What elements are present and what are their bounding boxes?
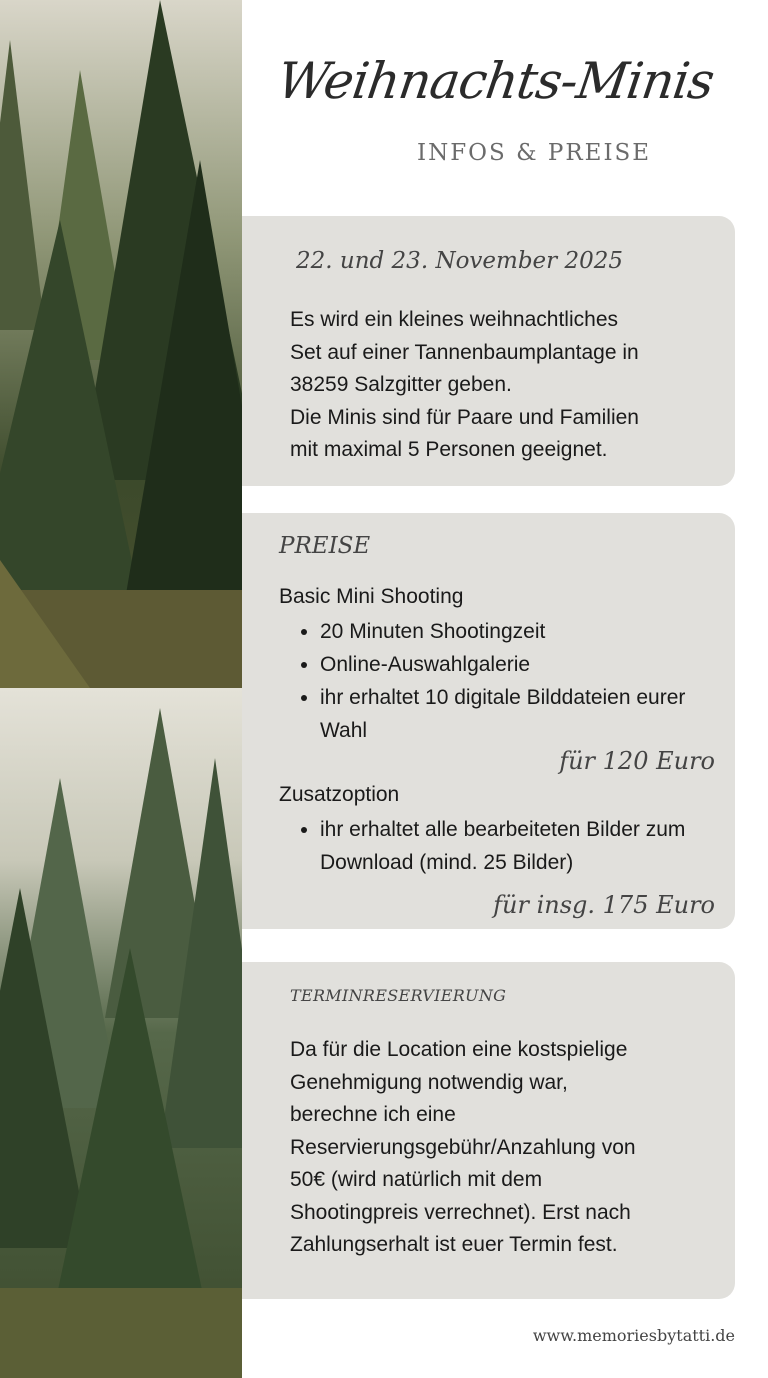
reservation-line: Da für die Location eine kostspielige xyxy=(290,1038,628,1061)
info-line: mit maximal 5 Personen geeignet. xyxy=(290,438,608,461)
reservation-heading: TERMINRESERVIERUNG xyxy=(290,986,507,1005)
forest-photo-bottom xyxy=(0,688,242,1378)
reservation-card xyxy=(242,962,735,1299)
website-link[interactable]: www.memoriesbytatti.de xyxy=(532,1326,735,1345)
page-title: Weihnachts-Minis xyxy=(273,52,718,110)
list-item: • ihr erhaltet alle bearbeiteten Bilder zum Download (mind. 25 Bilder) xyxy=(320,813,720,879)
extra-option-list xyxy=(299,813,720,879)
reservation-text xyxy=(290,1034,720,1262)
forest-photo-top xyxy=(0,0,242,688)
reservation-line: berechne ich eine xyxy=(290,1103,456,1126)
info-text xyxy=(290,304,720,467)
prices-card xyxy=(242,513,735,929)
reservation-line: Shootingpreis verrechnet). Erst nach xyxy=(290,1200,631,1224)
basic-package-price: für 120 Euro xyxy=(559,747,715,775)
basic-package-title: Basic Mini Shooting xyxy=(279,585,464,608)
page-subtitle: INFOS & PREISE xyxy=(417,140,652,166)
reservation-line: Reservierungsgebühr/Anzahlung von xyxy=(290,1135,636,1159)
info-card xyxy=(242,216,735,486)
prices-heading: PREISE xyxy=(279,533,371,559)
basic-package-list xyxy=(299,615,720,747)
info-line: 38259 Salzgitter geben. xyxy=(290,373,512,396)
event-date: 22. und 23. November 2025 xyxy=(296,248,623,274)
list-item: • Online-Auswahlgalerie xyxy=(320,648,720,681)
info-line: Set auf einer Tannenbaumplantage in xyxy=(290,340,639,364)
extra-option-title: Zusatzoption xyxy=(279,783,400,806)
reservation-line: Zahlungserhalt ist euer Termin fest. xyxy=(290,1233,618,1256)
reservation-line: 50€ (wird natürlich mit dem xyxy=(290,1168,543,1191)
info-line: Die Minis sind für Paare und Familien xyxy=(290,405,639,429)
list-item: • ihr erhaltet 10 digitale Bilddateien eurer Wahl xyxy=(320,681,720,747)
list-item: • 20 Minuten Shootingzeit xyxy=(320,615,720,648)
info-line: Es wird ein kleines weihnachtliches xyxy=(290,308,618,331)
reservation-line: Genehmigung notwendig war, xyxy=(290,1070,568,1094)
extra-option-price: für insg. 175 Euro xyxy=(493,891,715,919)
